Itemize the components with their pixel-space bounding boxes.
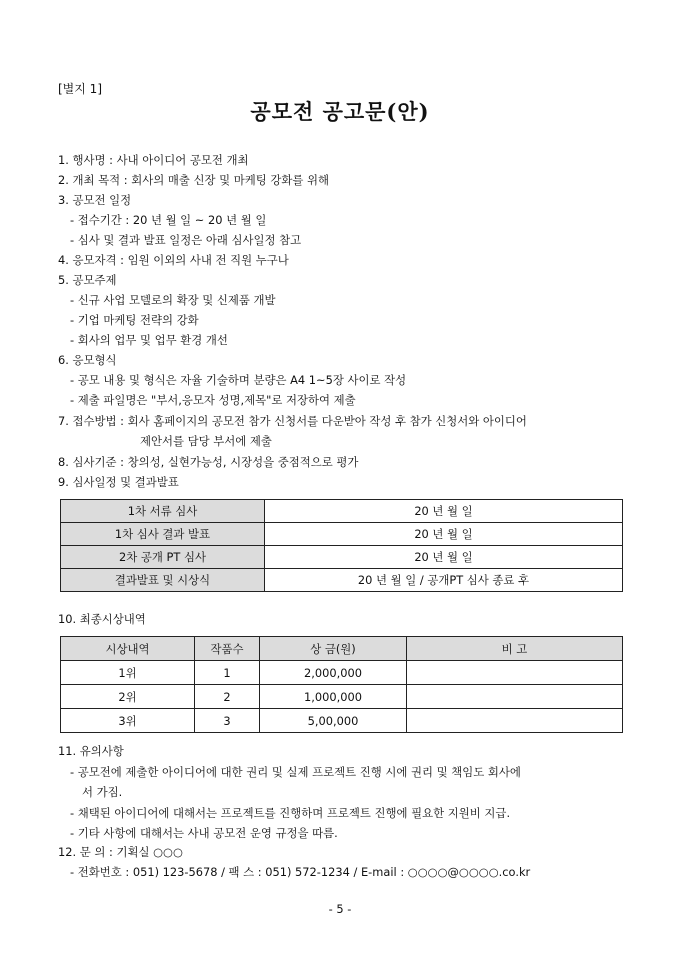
item-schedule-heading: 3. 공모전 일정	[58, 193, 132, 207]
item-topics-heading: 5. 공모주제	[58, 273, 117, 287]
item-submission: 7. 접수방법 : 회사 홈페이지의 공모전 참가 신청서를 다운받아 작성 후 참가 신청서와 아이디어	[58, 414, 527, 428]
item-eligibility: 4. 응모자격 : 임원 이외의 사내 전 직원 누구나	[58, 253, 289, 267]
table-row	[61, 523, 623, 546]
item-topic-2: - 기업 마케팅 전략의 강화	[70, 313, 199, 327]
table-cell: 5,00,000	[260, 709, 407, 733]
item-note-1: - 공모전에 제출한 아이디어에 대한 권리 및 실제 프로젝트 진행 시에 권리 및 책임도 회사에	[70, 765, 521, 779]
item-format-2: - 제출 파일명은 "부서,응모자 성명,제목"로 저장하여 제출	[70, 393, 356, 407]
column-header: 비 고	[407, 637, 623, 661]
item-note-3: - 기타 사항에 대해서는 사내 공모전 운영 규정을 따름.	[70, 826, 338, 840]
attachment-label: [별지 1]	[58, 82, 102, 96]
page-title: 공모전 공고문(안)	[250, 99, 430, 124]
schedule-value: 20 년 월 일	[265, 523, 623, 546]
schedule-label: 1차 심사 결과 발표	[61, 523, 265, 546]
item-contact: 12. 문 의 : 기획실 ○○○	[58, 845, 183, 859]
table-row	[61, 569, 623, 592]
item-schedule-period: - 접수기간 : 20 년 월 일 ~ 20 년 월 일	[70, 213, 267, 227]
table-cell: 1,000,000	[260, 685, 407, 709]
awards-table	[60, 636, 623, 733]
table-row	[61, 661, 623, 685]
table-cell	[407, 685, 623, 709]
item-event-name: 1. 행사명 : 사내 아이디어 공모전 개최	[58, 153, 249, 167]
item-submission-cont: 제안서를 담당 부서에 제출	[140, 434, 272, 448]
item-schedule-note: - 심사 및 결과 발표 일정은 아래 심사일정 참고	[70, 233, 302, 247]
schedule-label: 결과발표 및 시상식	[61, 569, 265, 592]
item-notes-heading: 11. 유의사항	[58, 744, 124, 758]
table-cell	[407, 709, 623, 733]
column-header: 시상내역	[61, 637, 195, 661]
item-judging-heading: 9. 심사일정 및 결과발표	[58, 475, 179, 489]
item-format-1: - 공모 내용 및 형식은 자율 기술하며 분량은 A4 1~5장 사이로 작성	[70, 373, 407, 387]
schedule-value: 20 년 월 일 / 공개PT 심사 종료 후	[265, 569, 623, 592]
table-cell: 1	[195, 661, 260, 685]
judging-schedule-table	[60, 499, 623, 592]
table-header-row	[61, 637, 623, 661]
table-cell: 1위	[61, 661, 195, 685]
item-note-1-cont: 서 가짐.	[82, 785, 123, 799]
schedule-label: 1차 서류 심사	[61, 500, 265, 523]
item-topic-1: - 신규 사업 모델로의 확장 및 신제품 개발	[70, 293, 276, 307]
table-cell: 2,000,000	[260, 661, 407, 685]
item-criteria: 8. 심사기준 : 창의성, 실현가능성, 시장성을 중점적으로 평가	[58, 455, 359, 469]
table-cell: 2위	[61, 685, 195, 709]
schedule-value: 20 년 월 일	[265, 546, 623, 569]
item-format-heading: 6. 응모형식	[58, 353, 117, 367]
schedule-value: 20 년 월 일	[265, 500, 623, 523]
item-note-2: - 채택된 아이디어에 대해서는 프로젝트를 진행하며 프로젝트 진행에 필요한 지원비 지급.	[70, 806, 511, 820]
table-row	[61, 709, 623, 733]
table-cell: 2	[195, 685, 260, 709]
schedule-label: 2차 공개 PT 심사	[61, 546, 265, 569]
table-cell: 3위	[61, 709, 195, 733]
item-purpose: 2. 개최 목적 : 회사의 매출 신장 및 마케팅 강화를 위해	[58, 173, 329, 187]
table-cell	[407, 661, 623, 685]
table-row	[61, 546, 623, 569]
item-contact-details: - 전화번호 : 051) 123-5678 / 팩 스 : 051) 572-1234 / E-mail : ○○○○@○○○○.co.kr	[70, 865, 531, 879]
page-number: - 5 -	[328, 902, 352, 916]
table-cell: 3	[195, 709, 260, 733]
column-header: 상 금(원)	[260, 637, 407, 661]
item-topic-3: - 회사의 업무 및 업무 환경 개선	[70, 333, 228, 347]
table-row	[61, 500, 623, 523]
table-row	[61, 685, 623, 709]
item-awards-heading: 10. 최종시상내역	[58, 612, 146, 626]
column-header: 작품수	[195, 637, 260, 661]
